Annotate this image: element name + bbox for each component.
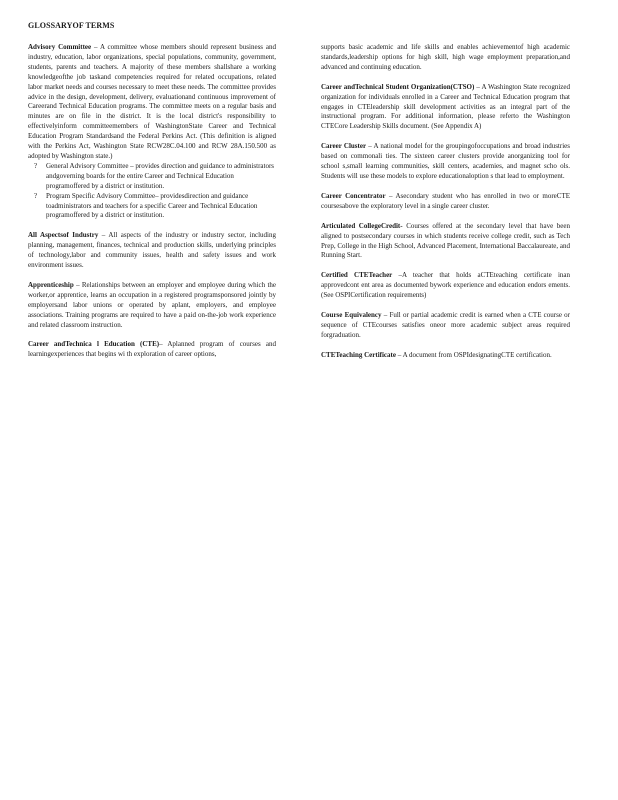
entry-cte-continued <box>321 43 570 73</box>
term: CTETeaching Certificate <box>321 350 396 359</box>
definition: Courses offered at the secondary level that have been aligned to postsecondary courses in which students receive college credit, such as Tech Prep, College in the High School, Advanced Placement, International Baccalaureate, and Running Start. <box>321 221 570 260</box>
definition: – Asecondary student who has enrolled in two or moreCTE coursesabove the exploratory level in a single career cluster. <box>321 191 570 210</box>
definition: – Aplanned program of courses and learningexperiences that begins wi th exploration of career options, <box>28 340 276 359</box>
entry-ctso <box>321 83 570 133</box>
definition: – All aspects of the industry or industry sector, including planning, management, finances, technical and production skills, underlying principles of technology,labor and community issues, health and safety issues and work environment issues. <box>28 231 276 270</box>
left-column <box>28 43 276 370</box>
definition: – A Washington State recognized organization for individuals enrolled in a Career and Technical Education program that engages in CTEleadership skill development activities as an integral part of the instructional program. For additional information, please referto the Washington CTECore Leadership Skills document. (See Appendix A) <box>321 82 570 131</box>
term: Career Concentrator <box>321 191 386 200</box>
entry-advisory-committee <box>28 43 276 162</box>
page-title: GLOSSARYOF TERMS <box>28 21 115 30</box>
entry-all-aspects-of-industry <box>28 231 276 271</box>
entry-career-concentrator <box>321 192 570 212</box>
term: Apprenticeship <box>28 280 74 289</box>
term: Career Cluster <box>321 142 367 151</box>
list-item <box>28 192 276 222</box>
advisory-committee-bullets <box>28 162 276 221</box>
definition: – A document from OSPIdesignatingCTE certification. <box>395 350 552 359</box>
term: Advisory Committee <box>28 43 92 51</box>
term: Articulated CollegeCredit- <box>321 221 403 230</box>
definition: – Relationships between an employer and employee during which the worker,or apprentice, learns an occupation in a registered programsponsored jointly by employersand labor unions or operated by aplant, employers, and employee associations. Training programs are required to have a paid on-the-job work experience and related classroom instruction. <box>28 280 276 329</box>
term: Career andTechnica l Education (CTE) <box>28 340 160 349</box>
definition: supports basic academic and life skills and enables achievementof high academic standards,leadership options for high skill, high wage employment preparation,and advanced and continuing education. <box>321 43 570 71</box>
entry-course-equivalency <box>321 311 570 341</box>
term: Career andTechnical Student Organization(CTSO) <box>321 82 475 91</box>
term: Certified CTETeacher <box>321 271 393 280</box>
bullet-glyph: ? <box>34 161 38 170</box>
term: All Aspectsof Industry <box>28 231 99 240</box>
definition: – A national model for the groupingofoccupations and broad industries based on commonali ties. The sixteen career clusters provide anorganizing tool for school s,small learning communities, skill centers, academies, and magnet scho ols. Students will use these models to explore educationaloption s that lead to employment. <box>321 142 570 180</box>
list-item-text: General Advisory Committee – provides direction and guidance to administrators andgoverning boards for the entire Career and Technical Education programoffered by a district or institution. <box>46 161 275 190</box>
definition: – Full or partial academic credit is earned when a CTE course or sequence of CTEcourses satisfies oneor more academic subject areas required forgraduation. <box>321 311 570 339</box>
definition: –A teacher that holds aCTEteaching certificate inan approvedcont ent area as documented bywork experience and education endors ements. (See OSPICertification requirements) <box>321 271 571 300</box>
entry-career-and-technical-education <box>28 340 276 360</box>
entry-cte-teaching-certificate <box>321 351 570 361</box>
entry-apprenticeship <box>28 281 276 331</box>
entry-articulated-college-credit <box>321 222 570 262</box>
list-item-text: Program Specific Advisory Committee– providesdirection and guidance toadministrators and teachers for a specific Career and Technical Education programoffered by a district or institution. <box>46 191 258 220</box>
bullet-glyph: ? <box>34 191 38 200</box>
entry-certified-cte-teacher <box>321 271 570 301</box>
list-item <box>28 162 276 192</box>
entry-career-cluster <box>321 142 570 182</box>
right-column <box>321 43 570 371</box>
definition: – A committee whose members should represent business and industry, education, labor organizations, special populations, community, government, students, parents and teachers. A majority of these members shallshare a working knowledgeofthe job taskand competencies required for related occupations, related labor market needs and courses necessary to meet these needs. The committee provides advice in the design, development, delivery, evaluationand continuous improvement of Careerand Technical Education programs. The committee meets on a regular basis and minutes are on file in the district. It is the local district's responsibility to effectivelyinform committeemembers of WashingtonState Career and Technical Education Program Standardsand the Federal Perkins Act. (This definition is aligned with the Perkins Act, Washington State RCW28C.04.100 and RCW 28A.150.500 as adopted by Washington state.) <box>28 43 276 160</box>
term: Course Equivalency <box>321 311 382 320</box>
